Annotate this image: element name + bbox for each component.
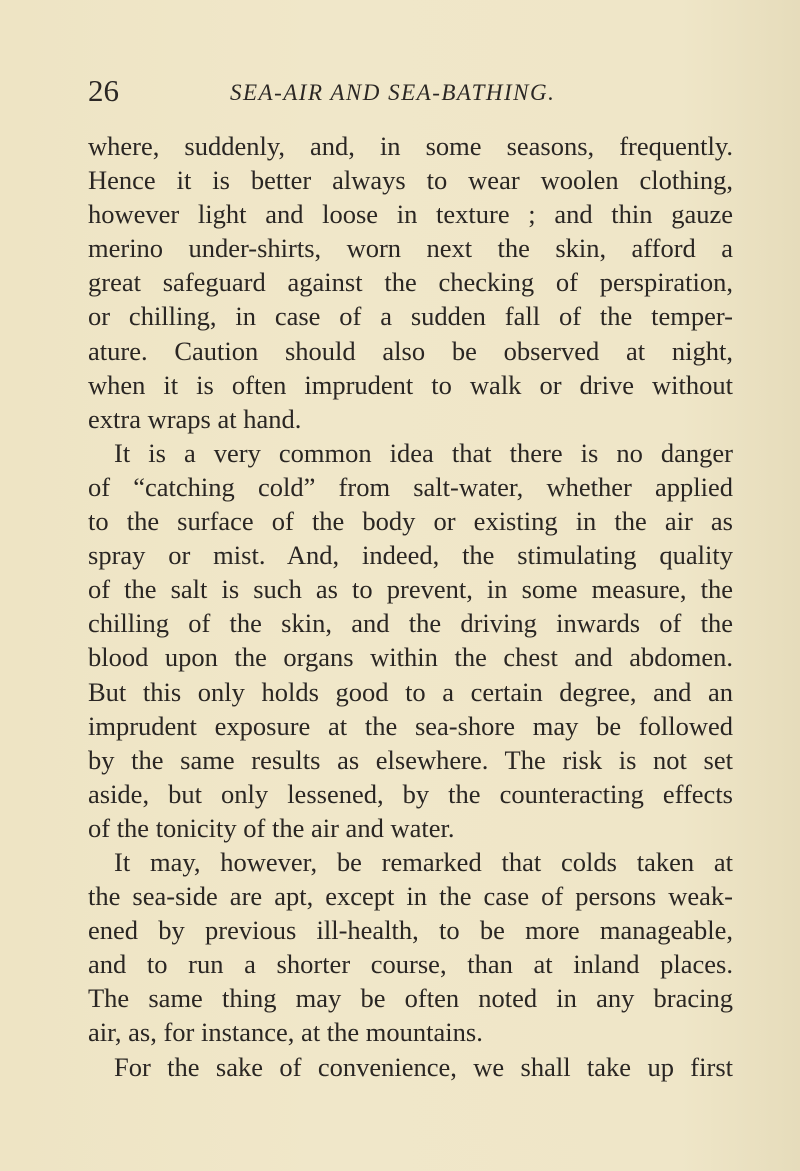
text-line: ature. Caution should also be observed at night, [88, 335, 733, 366]
text-line: great safeguard against the checking of perspiration, [88, 267, 733, 298]
page-number: 26 [88, 73, 119, 108]
text-line: imprudent exposure at the sea-shore may be followed [88, 710, 733, 741]
text-line: of the tonicity of the air and water. [88, 812, 455, 843]
text-line: the sea-side are apt, except in the case of persons weak- [88, 881, 733, 912]
text-line: however light and loose in texture ; and thin gauze [88, 199, 733, 230]
text-line: But this only holds good to a certain degree, and an [88, 676, 733, 707]
text-line: of “catching cold” from salt-water, whether applied [88, 471, 733, 502]
text-line: merino under-shirts, worn next the skin, afford a [88, 233, 733, 264]
text-line: aside, but only lessened, by the counteracting effects [88, 778, 733, 809]
text-line: spray or mist. And, indeed, the stimulating quality [88, 540, 733, 571]
text-line: extra wraps at hand. [88, 403, 302, 434]
text-line: chilling of the skin, and the driving inwards of the [88, 608, 733, 639]
page-header [88, 74, 728, 114]
text-line: It is a very common idea that there is no danger [114, 437, 733, 468]
text-line: where, suddenly, and, in some seasons, frequently. [88, 131, 733, 161]
text-line: The same thing may be often noted in any bracing [88, 983, 733, 1014]
text-line: air, as, for instance, at the mountains. [88, 1017, 483, 1048]
text-line: to the surface of the body or existing in the air as [88, 506, 733, 537]
text-line: when it is often imprudent to walk or drive without [88, 369, 733, 400]
text-line: blood upon the organs within the chest and abdomen. [88, 642, 733, 673]
running-head: SEA-AIR AND SEA-BATHING. [230, 80, 556, 105]
text-line: and to run a shorter course, than at inland places. [88, 949, 733, 980]
body-text [88, 129, 733, 1084]
text-line: Hence it is better always to wear woolen clothing, [88, 165, 733, 196]
text-line: For the sake of convenience, we shall take up first [114, 1051, 733, 1082]
text-line: of the salt is such as to prevent, in some measure, the [88, 574, 733, 605]
text-line: or chilling, in case of a sudden fall of the temper- [88, 301, 733, 332]
text-line: It may, however, be remarked that colds taken at [114, 846, 733, 877]
text-line: by the same results as elsewhere. The risk is not set [88, 744, 733, 775]
text-line: ened by previous ill-health, to be more manageable, [88, 915, 733, 946]
